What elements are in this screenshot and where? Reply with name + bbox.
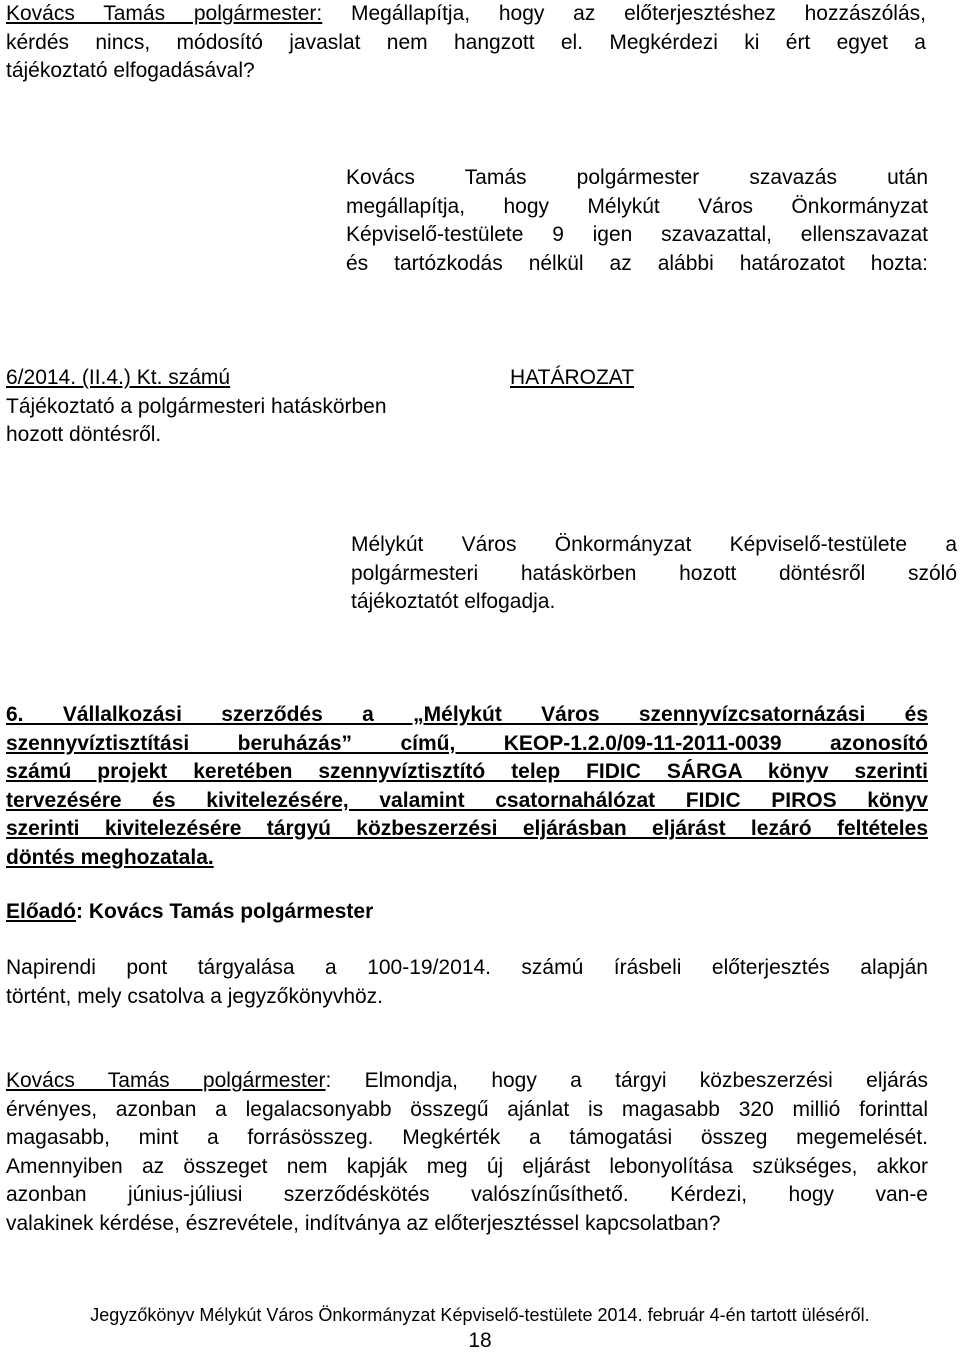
text-line: érvényes, azonban a legalacsonyabb összegű ajánlat is magasabb 320 millió forinttal [6,1097,928,1121]
paragraph-agenda-note [6,954,928,1011]
speaker-name: Kovács Tamás polgármester [6,1069,326,1092]
text-line: Napirendi pont tárgyalása a 100-19/2014. számú írásbeli előterjesztés alapján [6,956,928,979]
text-line: megállapítja, hogy Mélykút Város Önkormányzat [346,194,928,218]
statement-text: Megállapítja, hogy az előterjesztéshez hozzászólás, [322,2,926,25]
page-number: 18 [468,1329,492,1352]
speaker-name: Kovács Tamás polgármester: [6,2,323,25]
agenda-item-6-title [6,701,928,873]
text-line: polgármesteri hatáskörben hozott döntésről szóló [351,561,957,585]
text-line: magasabb, mint a forrásösszeg. Megkérték a támogatási összeg megemelését. [6,1126,928,1150]
paragraph-mayor-statement [6,0,926,86]
text-line: kérdés nincs, módosító javaslat nem hangzott el. Megkérdezi ki ért egyet a [6,30,926,54]
text-line: történt, mely csatolva a jegyzőkönyvhöz. [6,984,384,1008]
text-line: Amennyiben az összeget nem kapják meg új eljárást lebonyolítása szükséges, akkor [6,1154,928,1178]
text-line [6,1067,928,1096]
resolution-heading: HATÁROZAT [510,366,635,389]
paragraph-mayor-explanation [6,1067,928,1239]
presenter-label: Előadó [6,900,77,923]
text-line: tájékoztatót elfogadja. [351,590,556,614]
text-line: tervezésére és kivitelezésére, valamint csatornahálózat FIDIC PIROS könyv [6,788,928,812]
text-line: Kovács Tamás polgármester szavazás után [346,166,928,189]
resolution-subject: Tájékoztató a polgármesteri hatáskörben [6,394,387,418]
resolution-subject: hozott döntésről. [6,423,162,447]
text-line: döntés meghozatala. [6,845,214,869]
text-line: valakinek kérdése, észrevétele, indítványa az előterjesztéssel kapcsolatban? [6,1211,721,1235]
statement-text: : Elmondja, hogy a tárgyi közbeszerzési eljárás [325,1069,928,1092]
page-footer: Jegyzőkönyv Mélykút Város Önkormányzat Képviselő-testülete 2014. február 4-én tartott üléséről. [90,1305,870,1325]
text-line: azonban június-júliusi szerződéskötés valószínűsíthető. Kérdezi, hogy van-e [6,1183,928,1207]
resolution-reference [6,364,476,450]
text-line: 6. Vállalkozási szerződés a „Mélykút Város szennyvízcsatornázási és [6,703,928,726]
resolution-body [351,531,957,617]
text-line: Képviselő-testülete 9 igen szavazattal, ellenszavazat [346,223,928,247]
text-line: szerinti kivitelezésére tárgyú közbeszerzési eljárásban eljárást lezáró feltételes [6,817,928,841]
text-line: számú projekt keretében szennyvíztisztító telep FIDIC SÁRGA könyv szerinti [6,760,928,784]
paragraph-vote-result [346,164,928,278]
presenter-name: : Kovács Tamás polgármester [76,900,374,923]
text-line: és tartózkodás nélkül az alábbi határozatot hozta: [346,251,928,275]
text-line: Mélykút Város Önkormányzat Képviselő-testülete a [351,533,957,556]
text-line [6,0,926,29]
presenter-line [6,898,373,927]
text-line: tájékoztató elfogadásával? [6,59,255,83]
text-line: szennyvíztisztítási beruházás” című, KEOP-1.2.0/09-11-2011-0039 azonosító [6,731,928,755]
resolution-number: 6/2014. (II.4.) Kt. számú [6,366,231,389]
